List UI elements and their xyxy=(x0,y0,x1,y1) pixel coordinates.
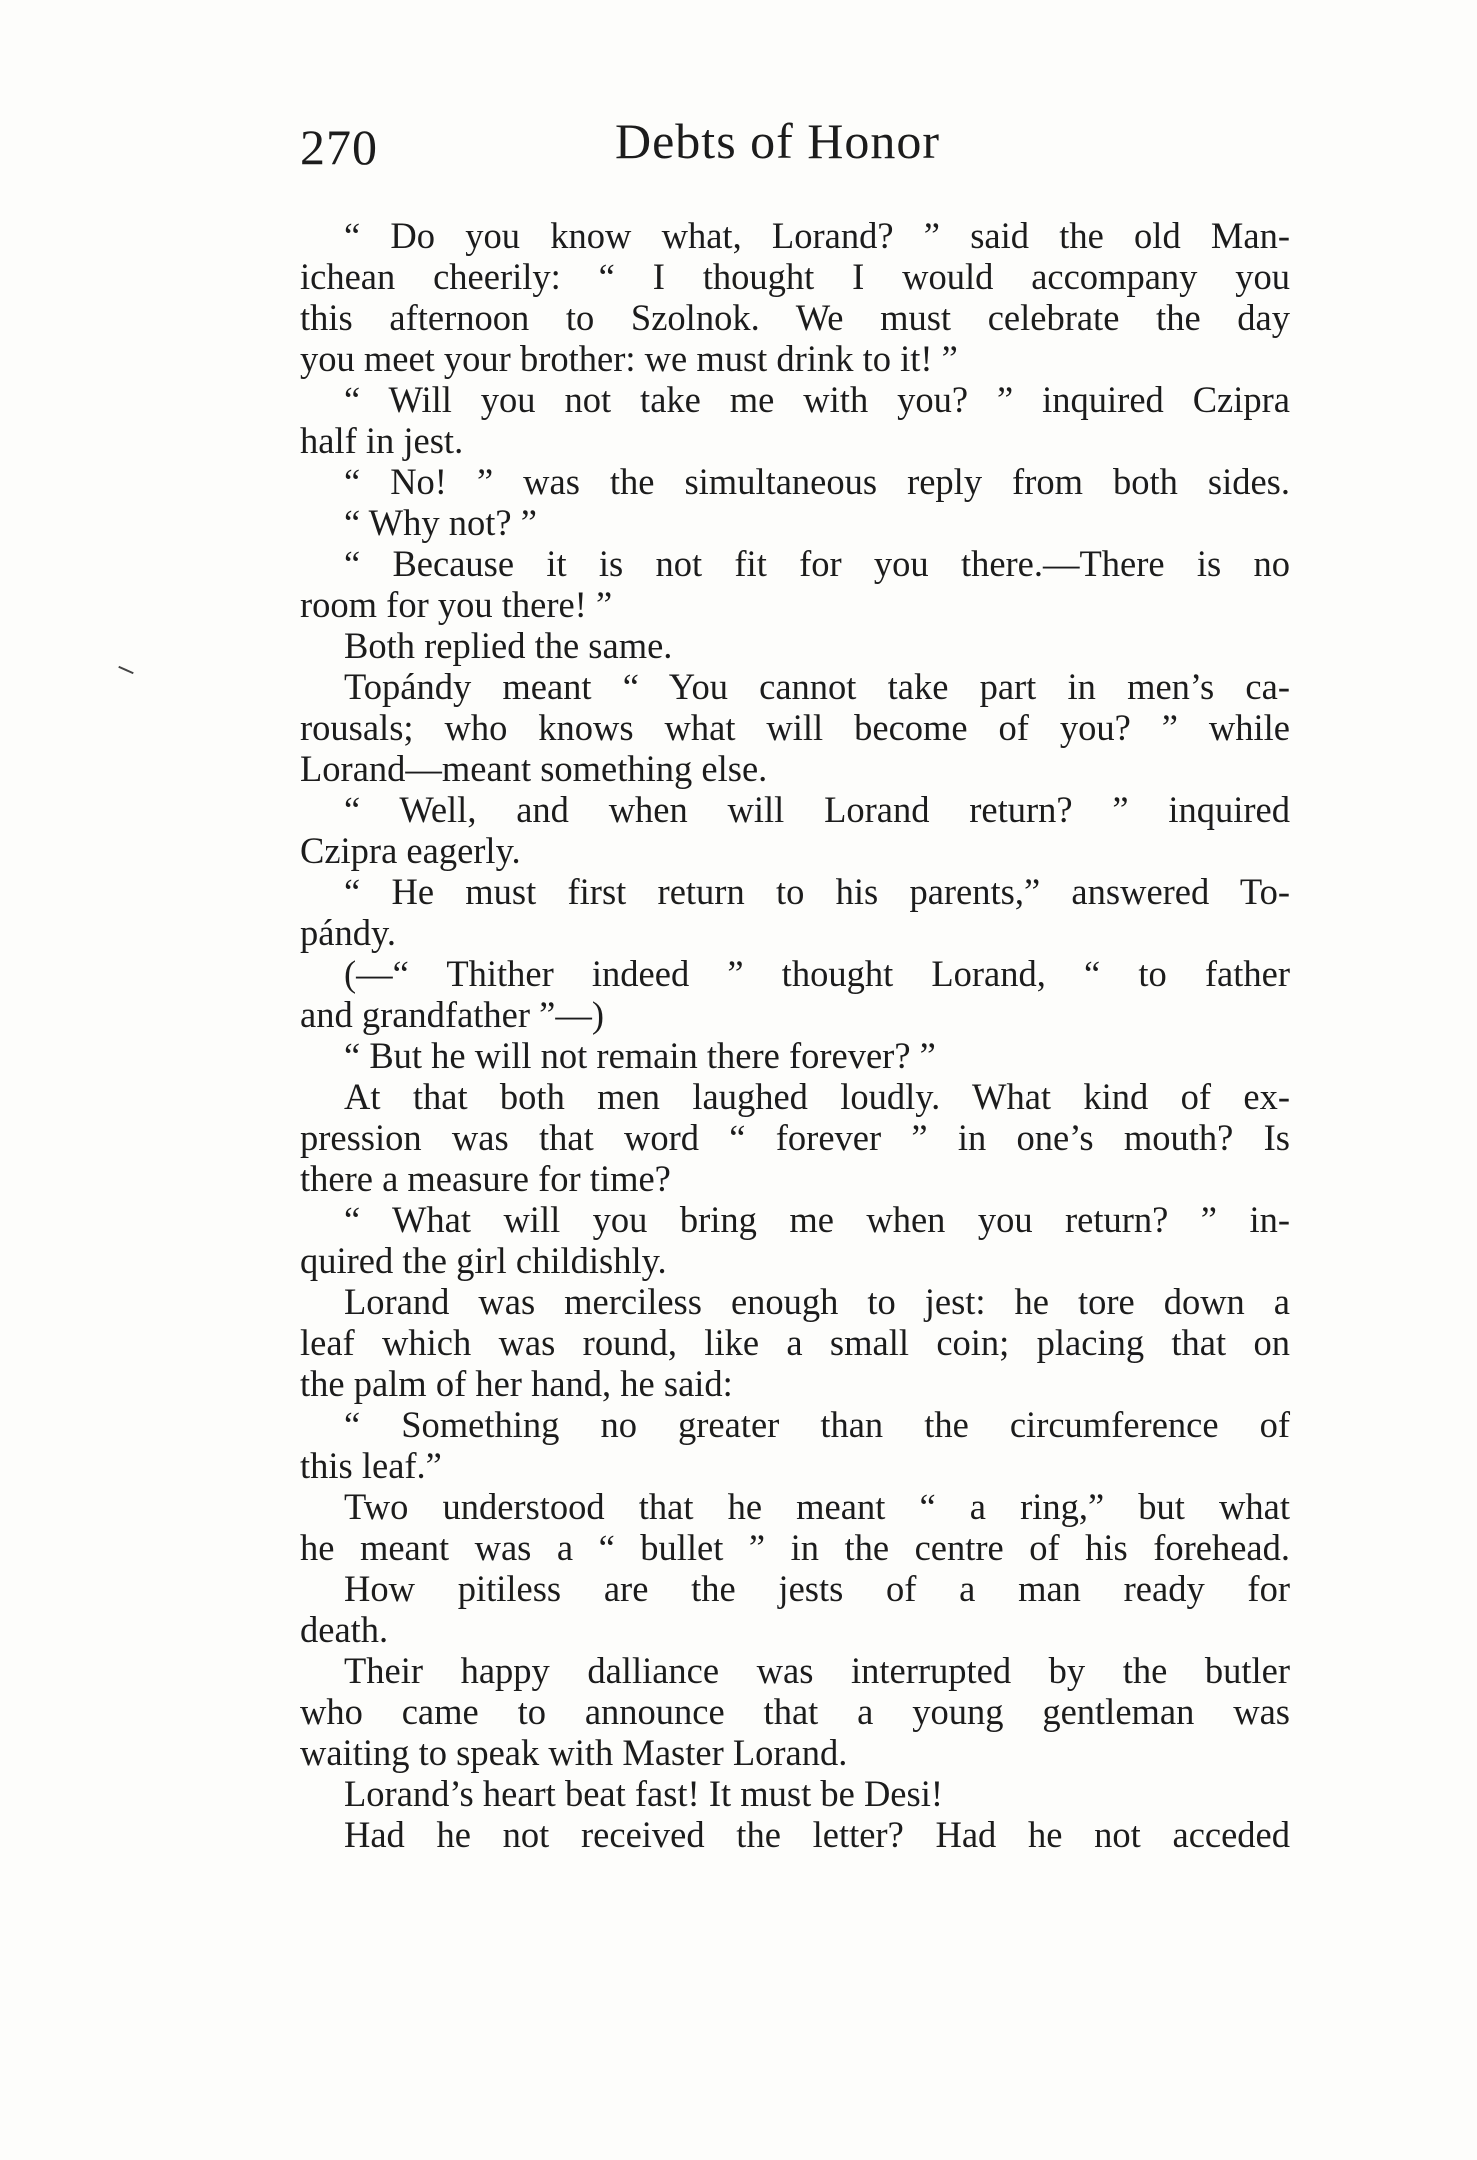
margin-mark xyxy=(118,666,133,674)
text-line: death. xyxy=(300,1609,389,1650)
text-line: Both replied the same. xyxy=(344,625,673,666)
text-line: Their happy dalliance was interrupted by the butler xyxy=(344,1650,1290,1691)
text-line: rousals; who knows what will become of you? ” while xyxy=(300,707,1290,748)
text-line: waiting to speak with Master Lorand. xyxy=(300,1732,848,1773)
body-text xyxy=(300,215,1290,1855)
text-line: quired the girl childishly. xyxy=(300,1240,667,1281)
text-line: “ Do you know what, Lorand? ” said the old Man- xyxy=(344,215,1290,256)
text-line: Lorand—meant something else. xyxy=(300,748,768,789)
text-line: “ Will you not take me with you? ” inquired Czipra xyxy=(344,379,1290,420)
text-line: Topándy meant “ You cannot take part in men’s ca- xyxy=(344,666,1290,707)
text-line: this afternoon to Szolnok. We must celebrate the day xyxy=(300,297,1290,338)
text-line: he meant was a “ bullet ” in the centre of his forehead. xyxy=(300,1527,1290,1568)
text-line: room for you there! ” xyxy=(300,584,613,625)
text-line: “ Well, and when will Lorand return? ” inquired xyxy=(344,789,1290,830)
text-line: “ He must first return to his parents,” answered To- xyxy=(344,871,1290,912)
text-line: ichean cheerily: “ I thought I would accompany you xyxy=(300,256,1290,297)
text-line: (—“ Thither indeed ” thought Lorand, “ to father xyxy=(344,953,1290,994)
text-line: and grandfather ”—) xyxy=(300,994,605,1035)
text-line: “ Something no greater than the circumference of xyxy=(344,1404,1290,1445)
text-line: Lorand was merciless enough to jest: he tore down a xyxy=(344,1281,1290,1322)
text-line: Lorand’s heart beat fast! It must be Desi! xyxy=(344,1773,944,1814)
text-line: “ No! ” was the simultaneous reply from both sides. xyxy=(344,461,1290,502)
text-line: the palm of her hand, he said: xyxy=(300,1363,733,1404)
text-line: “ Because it is not fit for you there.—There is no xyxy=(344,543,1290,584)
text-line: half in jest. xyxy=(300,420,464,461)
text-line: “ But he will not remain there forever? ” xyxy=(344,1035,936,1076)
text-line: there a measure for time? xyxy=(300,1158,671,1199)
text-line: Had he not received the letter? Had he not acceded xyxy=(344,1814,1290,1855)
text-line: Two understood that he meant “ a ring,” but what xyxy=(344,1486,1290,1527)
text-line: you meet your brother: we must drink to it! ” xyxy=(300,338,958,379)
page-number: 270 xyxy=(300,119,378,175)
text-line: pression was that word “ forever ” in one’s mouth? Is xyxy=(300,1117,1290,1158)
running-title: Debts of Honor xyxy=(615,113,941,169)
text-line: this leaf.” xyxy=(300,1445,442,1486)
text-line: How pitiless are the jests of a man ready for xyxy=(344,1568,1290,1609)
text-line: pándy. xyxy=(300,912,396,953)
text-line: “ Why not? ” xyxy=(344,502,537,543)
text-line: At that both men laughed loudly. What kind of ex- xyxy=(344,1076,1290,1117)
text-line: “ What will you bring me when you return? ” in- xyxy=(344,1199,1290,1240)
text-line: leaf which was round, like a small coin; placing that on xyxy=(300,1322,1290,1363)
text-line: Czipra eagerly. xyxy=(300,830,521,871)
text-line: who came to announce that a young gentleman was xyxy=(300,1691,1290,1732)
page-header xyxy=(300,112,1290,182)
